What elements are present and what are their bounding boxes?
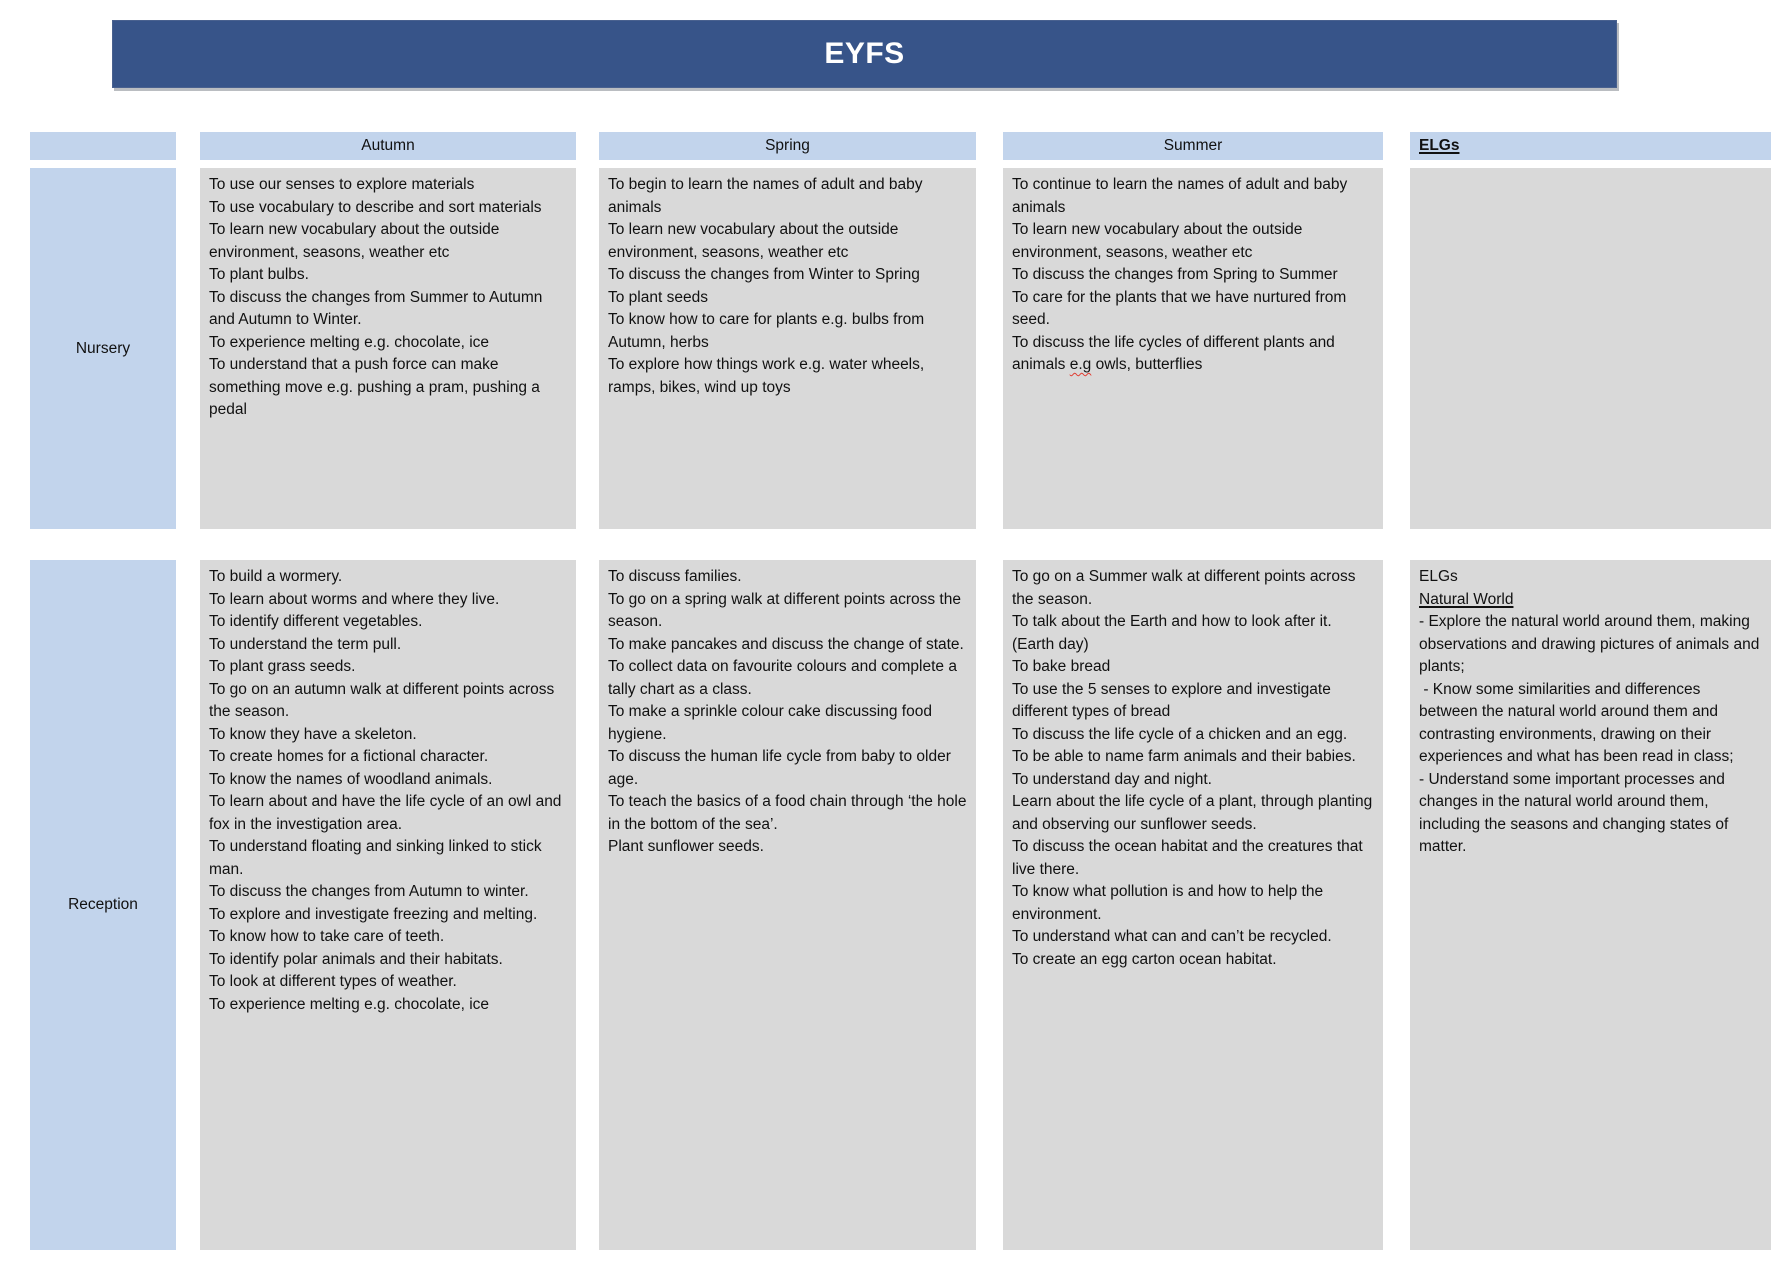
row-label-nursery-text: Nursery xyxy=(75,339,131,357)
nursery-summer-goal: To learn new vocabulary about the outside environment, seasons, weather etc xyxy=(1012,221,1307,261)
reception-autumn-goal: To identify polar animals and their habitats. xyxy=(209,950,503,968)
reception-autumn-goal: To go on an autumn walk at different points across the season. xyxy=(209,680,559,720)
reception-autumn-goal: To know the names of woodland animals. xyxy=(209,770,493,788)
reception-spring-goal: To discuss the human life cycle from baby to older age. xyxy=(608,748,956,788)
column-header-elgs xyxy=(1410,132,1771,160)
nursery-autumn-goal: To plant bulbs. xyxy=(209,266,309,283)
nursery-spring-goal: To explore how things work e.g. water wheels, ramps, bikes, wind up toys xyxy=(608,356,929,396)
nursery-autumn-goal: To experience melting e.g. chocolate, ice xyxy=(209,333,490,351)
elgs-items xyxy=(1419,611,1763,859)
elg-item: - Understand some important processes and changes in the natural world around them, including the seasons and changing states of matter. xyxy=(1419,770,1733,855)
nursery-elgs-cell xyxy=(1410,168,1771,529)
reception-autumn-goal: To discuss the changes from Autumn to winter. xyxy=(209,883,529,900)
column-header-elgs-label: ELGs xyxy=(1419,137,1460,154)
nursery-summer-goal: To care for the plants that we have nurtured from seed. xyxy=(1012,288,1351,328)
corner-header-cell xyxy=(30,132,176,160)
reception-summer-goal: To talk about the Earth and how to look after it. (Earth day) xyxy=(1012,613,1336,653)
nursery-autumn-goal: To understand that a push force can make something move e.g. pushing a pram, pushing a pedal xyxy=(209,356,545,418)
page-title: EYFS xyxy=(824,37,905,70)
reception-spring-goal: To make pancakes and discuss the change of state. xyxy=(608,635,964,653)
column-header-autumn xyxy=(200,132,576,160)
column-header-summer-label: Summer xyxy=(1163,137,1223,154)
reception-summer-goal: To bake bread xyxy=(1012,658,1111,675)
reception-summer-goal: To create an egg carton ocean habitat. xyxy=(1012,950,1277,968)
reception-elgs-cell xyxy=(1410,560,1771,1250)
elg-item: - Know some similarities and differences between the natural world around them and contrasting environments, drawing on their experiences and what has been read in class; xyxy=(1419,680,1734,765)
column-header-spring-label: Spring xyxy=(765,137,810,154)
elgs-subheading: Natural World xyxy=(1419,590,1514,608)
elgs-heading: ELGs xyxy=(1419,568,1458,585)
nursery-spring-cell xyxy=(599,168,976,529)
row-label-nursery xyxy=(30,168,176,529)
elg-item: - Explore the natural world around them, making observations and drawing pictures of animals and plants; xyxy=(1419,613,1764,675)
nursery-spring-goal: To know how to care for plants e.g. bulbs from Autumn, herbs xyxy=(608,311,928,351)
column-header-summer xyxy=(1003,132,1383,160)
reception-summer-goal: To know what pollution is and how to help the environment. xyxy=(1012,883,1328,923)
nursery-autumn-goal: To use our senses to explore materials xyxy=(209,176,475,193)
reception-summer-goal: To understand day and night. xyxy=(1012,770,1212,788)
reception-autumn-goal: To plant grass seeds. xyxy=(209,658,356,675)
reception-autumn-goal: To identify different vegetables. xyxy=(209,613,423,630)
reception-autumn-goal: To explore and investigate freezing and melting. xyxy=(209,905,538,923)
nursery-autumn-cell xyxy=(200,168,576,529)
reception-autumn-goal: To look at different types of weather. xyxy=(209,973,457,990)
nursery-spring-goal: To learn new vocabulary about the outside environment, seasons, weather etc xyxy=(608,221,903,261)
page-title-banner xyxy=(112,20,1617,88)
reception-summer-goal: To understand what can and can’t be recycled. xyxy=(1012,928,1332,945)
row-label-reception-text: Reception xyxy=(68,896,138,913)
reception-summer-goal: To discuss the ocean habitat and the creatures that live there. xyxy=(1012,838,1368,878)
nursery-autumn-goal: To discuss the changes from Summer to Autumn and Autumn to Winter. xyxy=(209,288,547,328)
reception-autumn-cell xyxy=(200,560,576,1250)
nursery-spring-goal: To begin to learn the names of adult and baby animals xyxy=(608,176,927,216)
reception-spring-goal: To collect data on favourite colours and complete a tally chart as a class. xyxy=(608,658,962,698)
reception-spring-goal: To go on a spring walk at different points across the season. xyxy=(608,590,966,630)
column-header-autumn-label: Autumn xyxy=(361,137,415,154)
reception-spring-goal: To discuss families. xyxy=(608,568,742,585)
reception-autumn-goal: To learn about and have the life cycle of an owl and fox in the investigation area. xyxy=(209,793,566,833)
reception-summer-goal: To use the 5 senses to explore and investigate different types of bread xyxy=(1012,680,1336,720)
nursery-autumn-goal: To learn new vocabulary about the outside environment, seasons, weather etc xyxy=(209,221,504,261)
nursery-summer-goal: To discuss the life cycles of different plants and animals e.g owls, butterflies xyxy=(1012,333,1340,373)
column-header-spring xyxy=(599,132,976,160)
reception-autumn-goal: To learn about worms and where they live. xyxy=(209,590,500,608)
reception-autumn-goal: To know they have a skeleton. xyxy=(209,725,417,743)
reception-spring-goal: Plant sunflower seeds. xyxy=(608,838,764,855)
reception-summer-goal: To discuss the life cycle of a chicken and an egg. xyxy=(1012,725,1348,743)
nursery-spring-goal: To plant seeds xyxy=(608,288,708,306)
reception-spring-goal: To make a sprinkle colour cake discussing food hygiene. xyxy=(608,703,937,743)
reception-autumn-goal: To understand floating and sinking linked to stick man. xyxy=(209,838,546,878)
nursery-autumn-goal: To use vocabulary to describe and sort materials xyxy=(209,198,542,216)
reception-autumn-goal: To understand the term pull. xyxy=(209,635,402,653)
row-label-reception xyxy=(30,560,176,1250)
nursery-spring-goal: To discuss the changes from Winter to Spring xyxy=(608,266,920,283)
spellcheck-underline: e.g xyxy=(1069,356,1092,373)
reception-spring-goal: To teach the basics of a food chain through ‘the hole in the bottom of the sea’. xyxy=(608,793,971,833)
reception-summer-goal: To go on a Summer walk at different points across the season. xyxy=(1012,568,1360,608)
reception-spring-cell xyxy=(599,560,976,1250)
reception-autumn-goal: To know how to take care of teeth. xyxy=(209,928,445,945)
nursery-summer-goal: To discuss the changes from Spring to Summer xyxy=(1012,266,1338,283)
nursery-summer-goal: To continue to learn the names of adult and baby animals xyxy=(1012,176,1352,216)
reception-autumn-goal: To build a wormery. xyxy=(209,568,343,585)
reception-summer-goal: To be able to name farm animals and their babies. xyxy=(1012,748,1356,765)
nursery-summer-cell xyxy=(1003,168,1383,529)
reception-autumn-goal: To experience melting e.g. chocolate, ice xyxy=(209,995,490,1013)
reception-summer-goal: Learn about the life cycle of a plant, through planting and observing our sunflower seeds. xyxy=(1012,793,1377,833)
reception-summer-cell xyxy=(1003,560,1383,1250)
reception-autumn-goal: To create homes for a fictional character. xyxy=(209,748,489,765)
